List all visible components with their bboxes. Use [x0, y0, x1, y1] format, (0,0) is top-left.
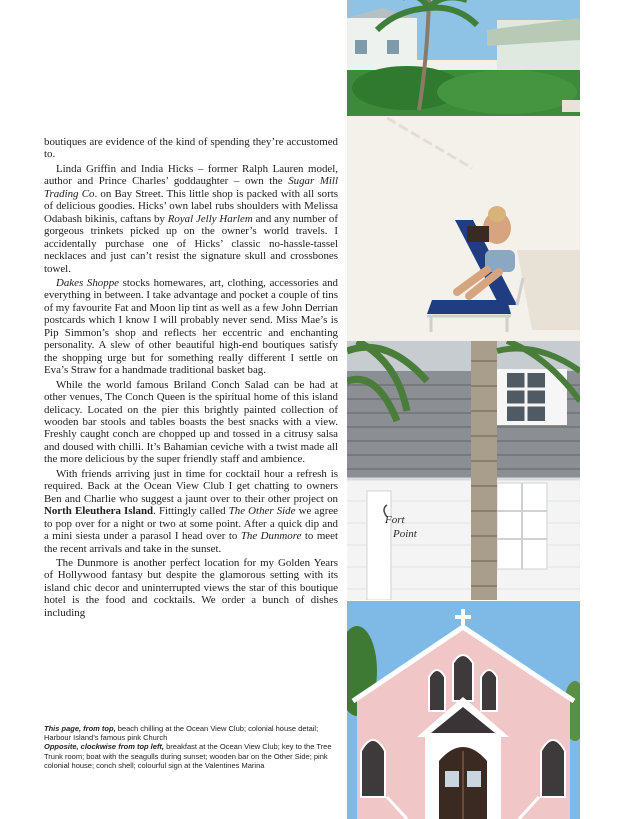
- paragraph-2: [44, 163, 338, 275]
- photo-caption: [44, 724, 344, 770]
- caption-this-page: [44, 724, 344, 742]
- p5-place-name: North Eleuthera Island: [44, 505, 154, 518]
- p6-text: The Dunmore is another perfect location for my Golden Years of Hollywood fantasy but despite the glamorous setting with its island chic decor and uninterrupted views the star of this boutique hotel is the food and cocktails. We order a bunch of dishes including: [44, 556, 338, 619]
- caption-lead-opposite: Opposite, clockwise from top left,: [44, 742, 165, 752]
- caption-text-this-page: beach chilling at the Ocean View Club; colonial house detail; Harbour Island’s famous pink Church: [44, 724, 319, 743]
- p5-hotel-other-side: The Other Side: [228, 505, 296, 518]
- paragraph-3: [44, 277, 338, 377]
- p5-text-d: to meet the recent arrivals and take in the sunset.: [44, 530, 338, 555]
- article-body: [44, 136, 338, 619]
- sign-text-fort: Fort: [385, 514, 405, 526]
- p3-shop-name: Dakes Shoppe: [56, 276, 119, 289]
- p2-text-a: Linda Griffin and India Hicks – former Ralph Lauren model, author and Prince Charles’ goddaughter – own the: [44, 162, 338, 188]
- p5-hotel-dunmore: The Dunmore: [240, 530, 302, 543]
- colonial-house-photo: [347, 341, 580, 600]
- paragraph-1: [44, 136, 338, 161]
- caption-opposite: [44, 742, 344, 770]
- paragraph-5: [44, 468, 338, 555]
- p2-shop-name: Sugar Mill Trading Co: [44, 175, 338, 200]
- colonial-house-illustration: [347, 341, 580, 600]
- beach-illustration: [347, 0, 580, 341]
- palm-trunk: [471, 341, 497, 600]
- p5-text-a: With friends arriving just in time for cocktail hour a refresh is required. Back at the Ocean View Club I get chatting to owners Ben and Charlie who suggest a jaunt over to their other project on: [44, 467, 338, 505]
- caption-text-opposite: breakfast at the Ocean View Club; key to the Tree Trunk room; boat with the seagulls during sunset; wooden bar on the Other Side; pink colonial house; conch shell; colourful sign at the Valentines Marina: [44, 742, 332, 770]
- p4-text: While the world famous Briland Conch Salad can be had at other venues, The Conch Queen is the spiritual home of this island delicacy. Located on the pier this brightly painted collection of wooden bar stools and tables boasts the best snacks with a view. Freshly caught conch are chopped up and tossed in a citrusy salsa and doused with chilli. It’s Bahamian ceviche with a twist made all the more delicious by the super friendly staff and ambience.: [44, 378, 338, 466]
- p5-text-c: we agree to pop over for a night or two at some point. After a quick dip and a mini siesta under a parasol I head over to: [44, 505, 338, 543]
- p2-text-b: . on Bay Street. This little shop is packed with all sorts of delicious goodies. Hicks’ own label rubs shoulders with Melissa Odabash bikinis, caftans by: [44, 187, 338, 225]
- caption-lead-this-page: This page, from top,: [44, 724, 116, 733]
- p1-text: boutiques are evidence of the kind of spending they’re accustomed to.: [44, 136, 338, 161]
- beach-photo: [347, 0, 580, 341]
- pink-church-photo: [347, 601, 580, 819]
- p2-text-c: and any number of gorgeous trinkets picked up on the owner’s world travels. I accidentally purchase one of Hicks’ classic no-hassle-tassel necklaces and just can’t resist the signature skull and crossbones towel.: [44, 212, 338, 275]
- paragraph-4: [44, 379, 338, 466]
- pink-church-illustration: [347, 601, 580, 819]
- sign-text-point: Point: [393, 528, 417, 540]
- p5-text-b: . Fittingly called: [153, 505, 229, 518]
- p2-brand-name: Royal Jelly Harlem: [167, 212, 253, 225]
- p3-text: stocks homewares, art, clothing, accessories and everything in between. I take advantage and pocket a couple of tins of my favourite Fat and Moon lip tint as well as a few John Derrian postcards which I know I will probably never send. Miss Mae’s is Pip Simmon’s shop and reflects her eccentric and enchanting personality. A slew of other beautiful high-end boutiques satisfy the shopping urge but for something really different I settle on Eva’s Straw for a handmade traditional basket bag.: [44, 276, 338, 377]
- paragraph-6: [44, 557, 338, 619]
